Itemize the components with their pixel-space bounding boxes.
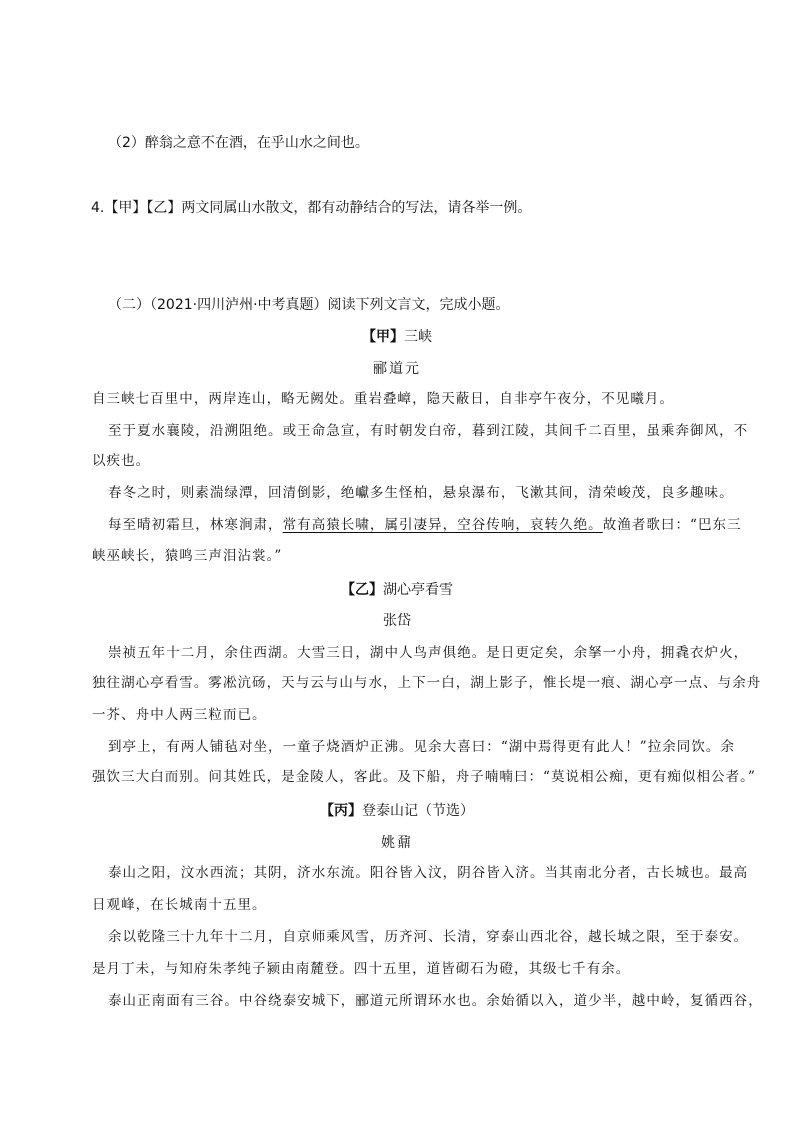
passage-jia-title-text: 三峡 (404, 329, 432, 345)
passage-yi-title-text: 湖心亭看雪 (383, 582, 453, 598)
passage-yi-p2-line1: 到亭上，有两人铺毡对坐，一童子烧酒炉正沸。见余大喜曰：“湖中焉得更有此人！”拉余同饮。余 (108, 739, 736, 755)
passage-jia-p4-line2: 峡巫峡长，猿鸣三声泪沾裳。” (92, 548, 283, 564)
passage-yi-p1-line1: 崇祯五年十二月，余住西湖。大雪三日，湖中人鸟声俱绝。是日更定矣，余拏一小舟，拥毳衣炉火， (108, 645, 749, 661)
question-3-item-2: （2）醉翁之意不在酒，在乎山水之间也。 (108, 135, 369, 151)
passage-jia-underlined-sentence: 常有高猿长啸，属引凄异，空谷传响，哀转久绝。 (282, 517, 603, 533)
passage-bing-p3-line1: 泰山正南面有三谷。中谷绕泰安城下，郦道元所谓环水也。余始循以入，道少半，越中岭，复循西谷， (108, 993, 763, 1009)
passage-bing-mark: 【丙】 (320, 803, 362, 819)
passage-jia-p4-line1 (108, 515, 742, 535)
passage-yi-p1-line3: 一芥、舟中人两三粒而已。 (92, 707, 267, 723)
passage-jia-p4-post: 故渔者歌曰：“巴东三 (602, 517, 742, 533)
passage-jia-p3: 春冬之时，则素湍绿潭，回清倒影，绝巘多生怪柏，悬泉瀑布，飞漱其间，清荣峻茂，良多趣味。 (108, 485, 734, 501)
passage-jia-p2-line2: 以疾也。 (92, 453, 151, 469)
passage-bing-p1-line2: 日观峰，在长城南十五里。 (92, 897, 267, 913)
passage-jia-p4-pre: 每至晴初霜旦，林寒涧肃， (108, 517, 283, 533)
section-2-intro: （二）（2021·四川泸州·中考真题）阅读下列文言文，完成小题。 (108, 297, 510, 313)
passage-jia-author: 郦道元 (373, 361, 421, 377)
passage-yi-p1-line2: 独往湖心亭看雪。雾凇沆砀，天与云与山与水，上下一白，湖上影子，惟长堤一痕、湖心亭一点、与余舟 (92, 675, 762, 691)
question-4: 4.【甲】【乙】两文同属山水散文，都有动静结合的写法，请各举一例。 (91, 200, 532, 216)
passage-bing-author: 姚鼐 (381, 835, 413, 851)
passage-yi-mark: 【乙】 (341, 582, 383, 598)
passage-jia-p2-line1: 至于夏水襄陵，沿溯阻绝。或王命急宣，有时朝发白帝，暮到江陵，其间千二百里，虽乘奔御风，不 (108, 423, 749, 439)
passage-bing-p1-line1: 泰山之阳，汶水西流；其阴，济水东流。阳谷皆入汶，阴谷皆入济。当其南北分者，古长城也。最高 (108, 865, 749, 881)
passage-bing-title (0, 801, 794, 821)
passage-bing-p2-line2: 是月丁未，与知府朱孝纯子颍由南麓登。四十五里，道皆砌石为磴，其级七千有余。 (92, 961, 631, 977)
passage-yi-title (0, 580, 794, 600)
passage-bing-title-text: 登泰山记（节选） (362, 803, 474, 819)
passage-yi-p2-line2: 强饮三大白而别。问其姓氏，是金陵人，客此。及下船，舟子喃喃曰：“莫说相公痴，更有痴似相公者。” (92, 769, 756, 785)
passage-yi-author: 张岱 (383, 613, 411, 629)
passage-jia-title (0, 327, 794, 347)
passage-jia-p1: 自三峡七百里中，两岸连山，略无阙处。重岩叠嶂，隐天蔽日，自非亭午夜分，不见曦月。 (92, 391, 674, 407)
passage-jia-mark: 【甲】 (362, 329, 404, 345)
passage-bing-p2-line1: 余以乾隆三十九年十二月，自京师乘风雪，历齐河、长清，穿泰山西北谷，越长城之限，至于泰安。 (108, 929, 749, 945)
